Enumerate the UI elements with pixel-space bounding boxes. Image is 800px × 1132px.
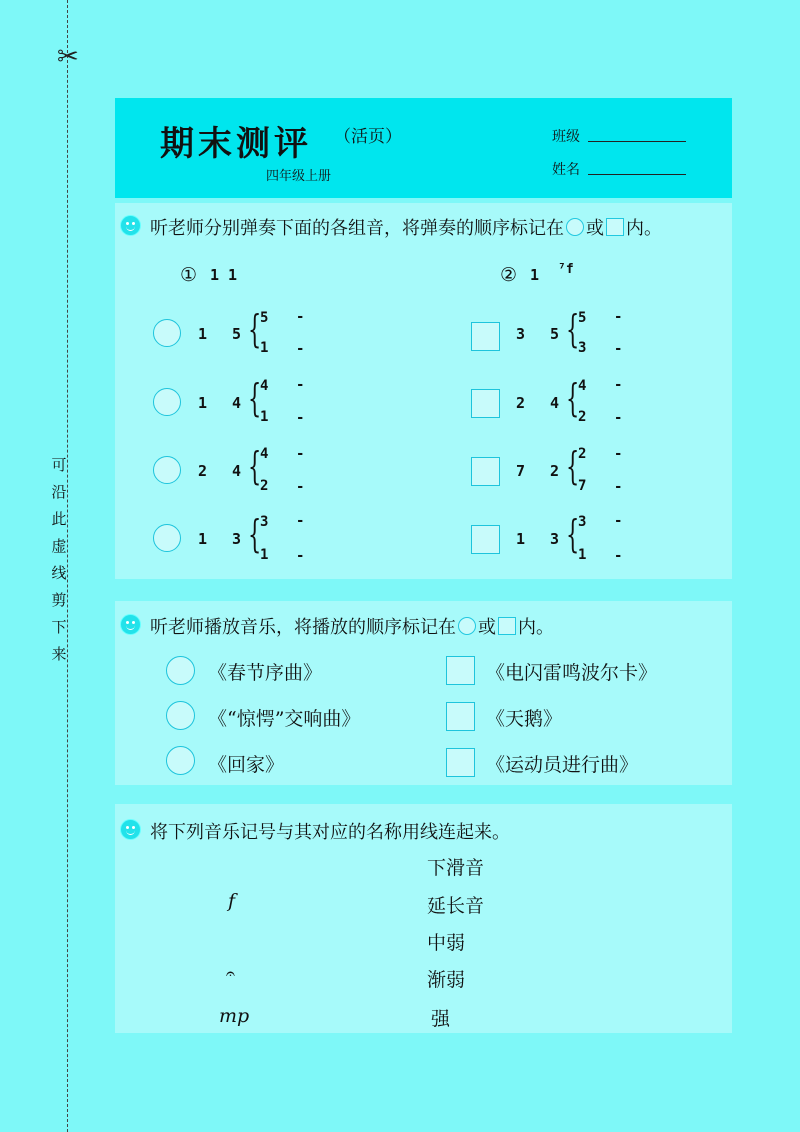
dash: - — [296, 479, 305, 495]
circle-symbol-icon — [458, 617, 476, 635]
note: 4 — [232, 462, 242, 480]
dash: - — [296, 309, 305, 325]
chord-bottom-note: 1 — [260, 340, 269, 356]
fermata-icon: 𝄐 — [226, 964, 235, 983]
chord-brace: { — [566, 307, 580, 351]
chord-top-note: 5 — [260, 310, 269, 326]
answer-square[interactable] — [471, 525, 500, 554]
term-label: 中弱 — [427, 932, 466, 954]
group-1-notes: 1 1 — [210, 266, 238, 284]
dash: - — [614, 341, 623, 357]
cut-hint-text: 可沿此虚线剪下来 — [51, 456, 67, 663]
chord-brace: { — [248, 376, 262, 420]
dash: - — [296, 341, 305, 357]
answer-circle[interactable] — [166, 656, 195, 685]
dash: - — [296, 377, 305, 393]
chord-top-note: 4 — [260, 378, 269, 394]
note: 1 — [198, 325, 208, 343]
note: 2 — [198, 462, 208, 480]
dash: - — [614, 513, 623, 529]
group-2-upper-note: ⁷f — [558, 262, 574, 277]
answer-square[interactable] — [471, 322, 500, 351]
answer-circle[interactable] — [153, 524, 181, 552]
dash: - — [614, 377, 623, 393]
song-title: 《运动员进行曲》 — [486, 754, 639, 776]
chord-bottom-note: 7 — [578, 478, 587, 494]
answer-square[interactable] — [446, 748, 475, 777]
smiley-icon — [120, 215, 141, 236]
chord-bottom-note: 1 — [260, 409, 269, 425]
name-label: 姓名 — [552, 162, 580, 178]
note: 3 — [516, 325, 526, 343]
music-symbol-forte: f — [228, 890, 236, 912]
note: 1 — [516, 530, 526, 548]
song-title: 《电闪雷鸣波尔卡》 — [486, 662, 658, 684]
square-symbol-icon — [498, 617, 516, 635]
group-2-label: ② — [500, 264, 518, 286]
answer-circle[interactable] — [166, 746, 195, 775]
question-1-prompt: 听老师分别弹奏下面的各组音，将弹奏的顺序标记在 或 内。 — [150, 218, 662, 239]
dash: - — [614, 479, 623, 495]
page-subtitle: （活页） — [334, 127, 402, 147]
note: 4 — [550, 394, 560, 412]
chord-bottom-note: 1 — [260, 547, 269, 563]
dash: - — [614, 410, 623, 426]
group-2-notes: 1 — [530, 266, 540, 284]
answer-circle[interactable] — [153, 456, 181, 484]
page-title: 期末测评 — [160, 124, 312, 164]
smiley-icon — [120, 614, 141, 635]
chord-top-note: 4 — [260, 446, 269, 462]
chord-top-note: 4 — [578, 378, 587, 394]
chord-bottom-note: 1 — [578, 547, 587, 563]
scissors-icon: ✂ — [57, 42, 79, 72]
chord-brace: { — [248, 307, 262, 351]
term-label: 延长音 — [427, 895, 485, 917]
chord-bottom-note: 2 — [260, 478, 269, 494]
answer-square[interactable] — [471, 389, 500, 418]
chord-brace: { — [248, 512, 262, 556]
dash: - — [296, 410, 305, 426]
group-1-label: ① — [180, 264, 198, 286]
answer-circle[interactable] — [153, 319, 181, 347]
note: 1 — [198, 394, 208, 412]
chord-top-note: 2 — [578, 446, 587, 462]
term-label: 下滑音 — [427, 857, 485, 879]
song-title: 《天鹅》 — [486, 708, 563, 730]
note: 3 — [550, 530, 560, 548]
circle-symbol-icon — [566, 218, 584, 236]
chord-top-note: 3 — [578, 514, 587, 530]
chord-top-note: 5 — [578, 310, 587, 326]
song-title: 《回家》 — [208, 754, 285, 776]
answer-circle[interactable] — [153, 388, 181, 416]
note: 2 — [550, 462, 560, 480]
answer-square[interactable] — [446, 702, 475, 731]
question-3-prompt: 将下列音乐记号与其对应的名称用线连起来。 — [150, 822, 510, 843]
note: 1 — [198, 530, 208, 548]
dash: - — [614, 446, 623, 462]
question-1-panel — [115, 203, 732, 579]
dash: - — [614, 309, 623, 325]
question-2-prompt: 听老师播放音乐，将播放的顺序标记在 或 内。 — [150, 617, 554, 638]
chord-brace: { — [566, 376, 580, 420]
dash: - — [296, 548, 305, 564]
note: 7 — [516, 462, 526, 480]
class-label: 班级 — [552, 129, 580, 145]
term-label: 渐弱 — [427, 969, 466, 991]
dash: - — [614, 548, 623, 564]
chord-brace: { — [566, 512, 580, 556]
music-symbol-mezzo-piano: mp — [219, 1005, 250, 1027]
chord-bottom-note: 3 — [578, 340, 587, 356]
smiley-icon — [120, 819, 141, 840]
note: 3 — [232, 530, 242, 548]
dash: - — [296, 446, 305, 462]
chord-top-note: 3 — [260, 514, 269, 530]
chord-bottom-note: 2 — [578, 409, 587, 425]
answer-square[interactable] — [446, 656, 475, 685]
grade-label: 四年级上册 — [266, 169, 332, 184]
name-field[interactable] — [588, 174, 686, 175]
square-symbol-icon — [606, 218, 624, 236]
chord-brace: { — [566, 444, 580, 488]
note: 2 — [516, 394, 526, 412]
note: 5 — [232, 325, 242, 343]
term-label: 强 — [431, 1008, 451, 1030]
chord-brace: { — [248, 444, 262, 488]
note: 4 — [232, 394, 242, 412]
dash: - — [296, 513, 305, 529]
song-title: 《春节序曲》 — [208, 662, 323, 684]
note: 5 — [550, 325, 560, 343]
answer-square[interactable] — [471, 457, 500, 486]
answer-circle[interactable] — [166, 701, 195, 730]
song-title: 《“惊愕”交响曲》 — [208, 708, 361, 730]
class-field[interactable] — [588, 141, 686, 142]
